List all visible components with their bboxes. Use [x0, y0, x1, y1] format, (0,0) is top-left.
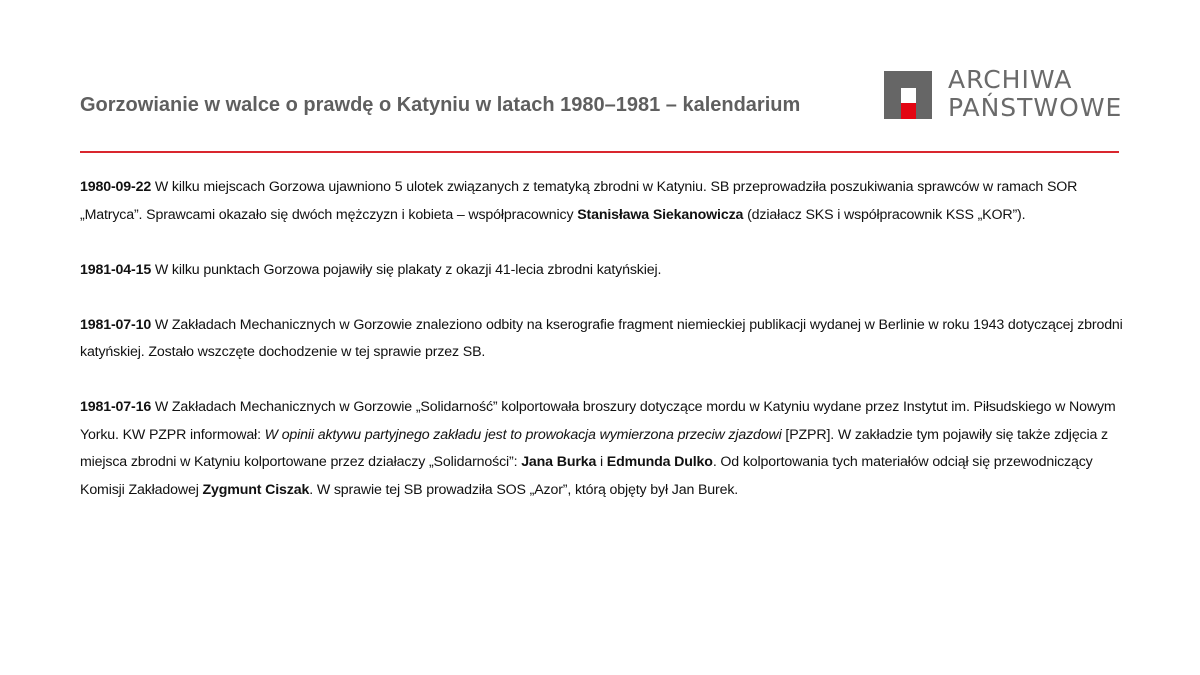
- entry-text: W Zakładach Mechanicznych w Gorzowie „Solidarność” kolportowała broszury dotyczące mordu w Katyniu wydane przez Instytut im. Piłsudskiego w Nowym Yorku. KW PZPR informował:: [80, 399, 1116, 443]
- entry-date: 1981-07-10: [80, 316, 152, 333]
- person-name: Edmunda Dulko: [606, 454, 713, 470]
- person-name: Stanisława Siekanowicza: [577, 206, 744, 223]
- entry-text: [PZPR]. W zakładzie tym pojawiły się także zdjęcia z miejsca zbrodni w Katyniu kolportowane przez działaczy „Solidarności”:: [80, 426, 1108, 470]
- logo-line-1: ARCHIWA: [948, 65, 1073, 94]
- entry-text: W kilku miejscach Gorzowa ujawniono 5 ulotek związanych z tematyką zbrodni w Katyniu. SB przeprowadziła poszukiwania sprawców w ramach SOR „Matryca”. Sprawcami okazało się dwóch mężczyzn i kobieta – współpracownicy: [80, 179, 1078, 223]
- timeline-entries: [80, 174, 1125, 532]
- slide-title: Gorzowianie w walce o prawdę o Katyniu w latach 1980–1981 – kalendarium: [80, 94, 801, 116]
- entry-text: W Zakładach Mechanicznych w Gorzowie znaleziono odbity na kserografie fragment niemieckiej publikacji wydanej w Berlinie w roku 1943 dotyczącej zbrodni katyńskiej. Zostało wszczęte dochodzenie w tej sprawie przez SB.: [80, 316, 1123, 360]
- entry-text: W kilku punktach Gorzowa pojawiły się plakaty z okazji 41-lecia zbrodni katyńskiej.: [151, 261, 662, 278]
- entry-quote: W opinii aktywu partyjnego zakładu jest to prowokacja wymierzona przeciw zjazdowi: [264, 426, 782, 443]
- timeline-entry-1981-07-16: [80, 394, 1125, 504]
- entry-date: 1980-09-22: [80, 179, 152, 195]
- entry-text: (działacz SKS i współpracownik KSS „KOR”).: [743, 206, 1026, 223]
- entry-text: . Od kolportowania tych materiałów odciął się przewodniczący Komisji Zakładowej: [80, 454, 1093, 498]
- archiwa-panstwowe-logo: [884, 65, 1124, 122]
- entry-date: 1981-04-15: [80, 261, 152, 278]
- entry-date: 1981-07-16: [80, 399, 152, 415]
- entry-text: . W sprawie tej SB prowadziła SOS „Azor”, którą objęty był Jan Burek.: [309, 481, 739, 498]
- timeline-entry-1981-07-10: [80, 312, 1125, 367]
- logo-text: [948, 66, 1122, 122]
- title-divider: [80, 151, 1119, 153]
- person-name: Jana Burka: [521, 454, 597, 470]
- logo-line-2: PAŃSTWOWE: [948, 93, 1123, 122]
- timeline-entry-1981-04-15: [80, 257, 1125, 285]
- logo-red-square: [901, 103, 916, 119]
- archive-logo-icon: [884, 71, 932, 119]
- entry-text: i: [596, 454, 607, 470]
- person-name: Zygmunt Ciszak: [202, 481, 310, 498]
- logo-white-square: [901, 88, 916, 103]
- timeline-entry-1980-09-22: [80, 174, 1125, 229]
